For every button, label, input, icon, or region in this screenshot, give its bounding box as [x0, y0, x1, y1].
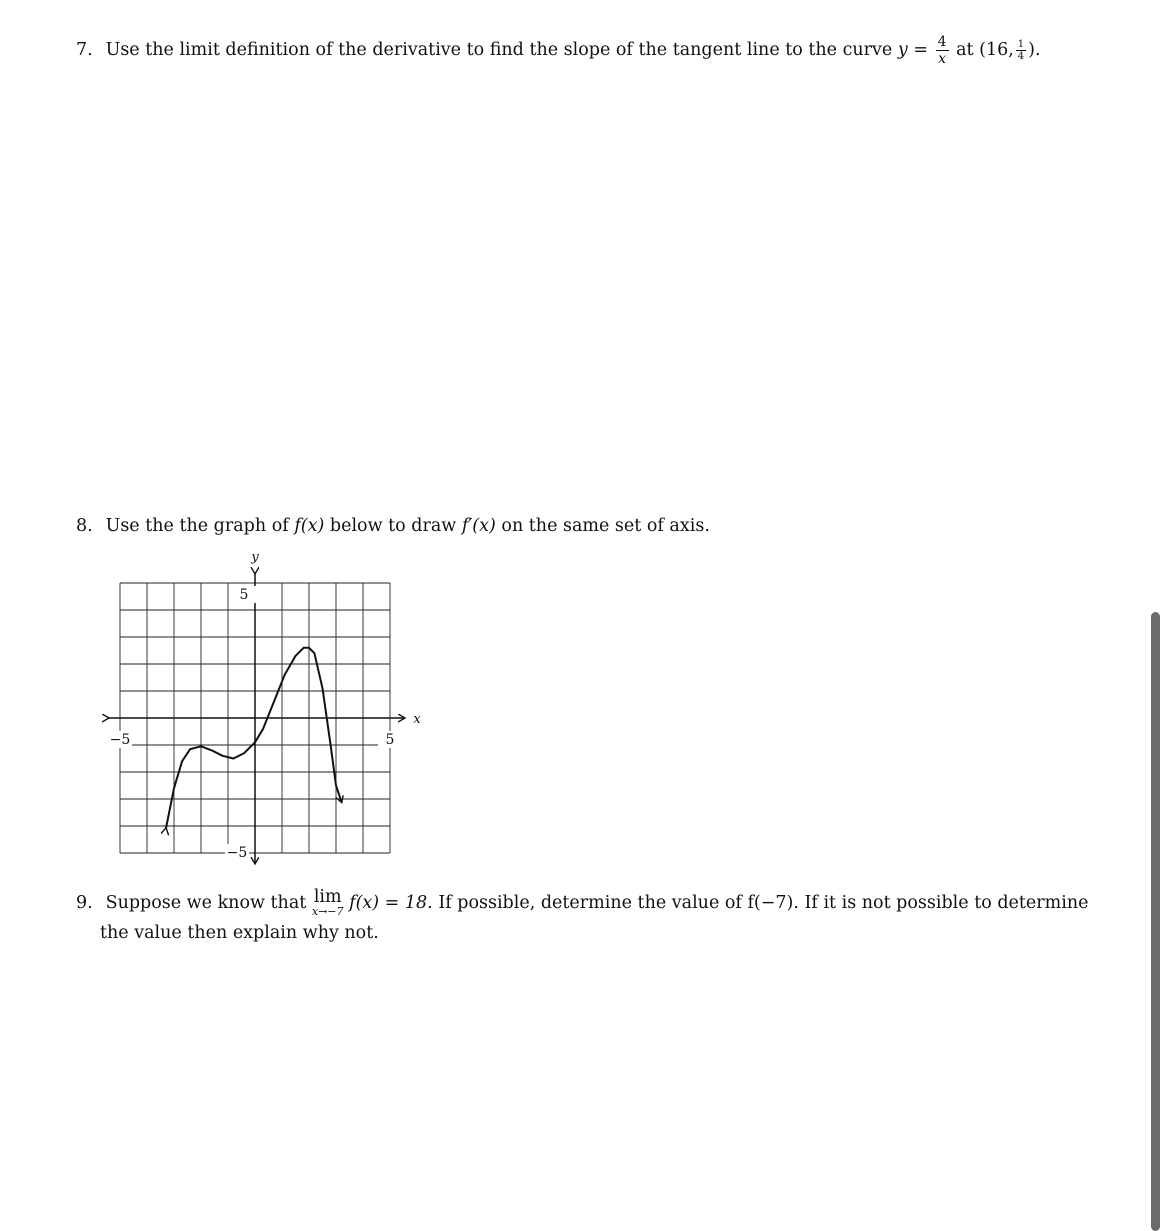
y-tick-label-min: −5: [226, 845, 248, 861]
limit-expression: f(x) = 18.: [349, 893, 433, 913]
derivative-name: f′(x): [461, 516, 496, 536]
function-curve: [166, 648, 342, 829]
y-tick-label-max: 5: [239, 587, 249, 603]
problem-text-middle: below to draw: [329, 516, 457, 536]
problem-text-before: Suppose we know that: [105, 893, 307, 913]
problem-8: [76, 511, 710, 541]
fraction-numerator: 1: [1017, 39, 1025, 50]
limit-subscript: x→−7: [311, 905, 344, 918]
y-axis-label: y: [251, 550, 259, 565]
tick-labels: [108, 550, 421, 861]
fraction-one-quarter: [1016, 39, 1026, 62]
y-variable: y: [897, 40, 908, 60]
fraction-numerator: 4: [937, 34, 947, 50]
problem-number: 7.: [76, 40, 93, 60]
problem-9: [76, 888, 1088, 918]
problem-number: 9.: [76, 893, 93, 913]
fraction-denominator: x: [938, 51, 946, 67]
at-word: at: [956, 40, 974, 60]
function-graph: [100, 545, 430, 875]
scrollbar[interactable]: [1151, 612, 1160, 1231]
point-close: ).: [1028, 40, 1041, 60]
point-open: (16,: [979, 40, 1014, 60]
fraction-denominator: 4: [1017, 51, 1025, 62]
equals-sign: =: [913, 40, 928, 60]
problem-text-after: If possible, determine the value of f(−7). If it is not possible to determine: [438, 893, 1089, 913]
function-name: f(x): [294, 516, 325, 536]
x-axis-label: x: [413, 712, 421, 727]
x-tick-label-min: −5: [109, 732, 131, 748]
x-tick-label-max: 5: [385, 732, 395, 748]
problem-9-line-2: [100, 918, 379, 948]
problem-7: [76, 34, 1041, 67]
problem-text: Use the limit definition of the derivative to find the slope of the tangent line to the curve: [105, 40, 893, 60]
problem-text-after: on the same set of axis.: [501, 516, 710, 536]
limit-word: lim: [313, 887, 342, 907]
axes: [108, 573, 404, 863]
fraction-4-over-x: [936, 34, 949, 67]
limit-operator: [312, 888, 344, 918]
problem-number: 8.: [76, 516, 93, 536]
problem-text-line-2: the value then explain why not.: [100, 923, 379, 943]
problem-text-before: Use the the graph of: [105, 516, 289, 536]
